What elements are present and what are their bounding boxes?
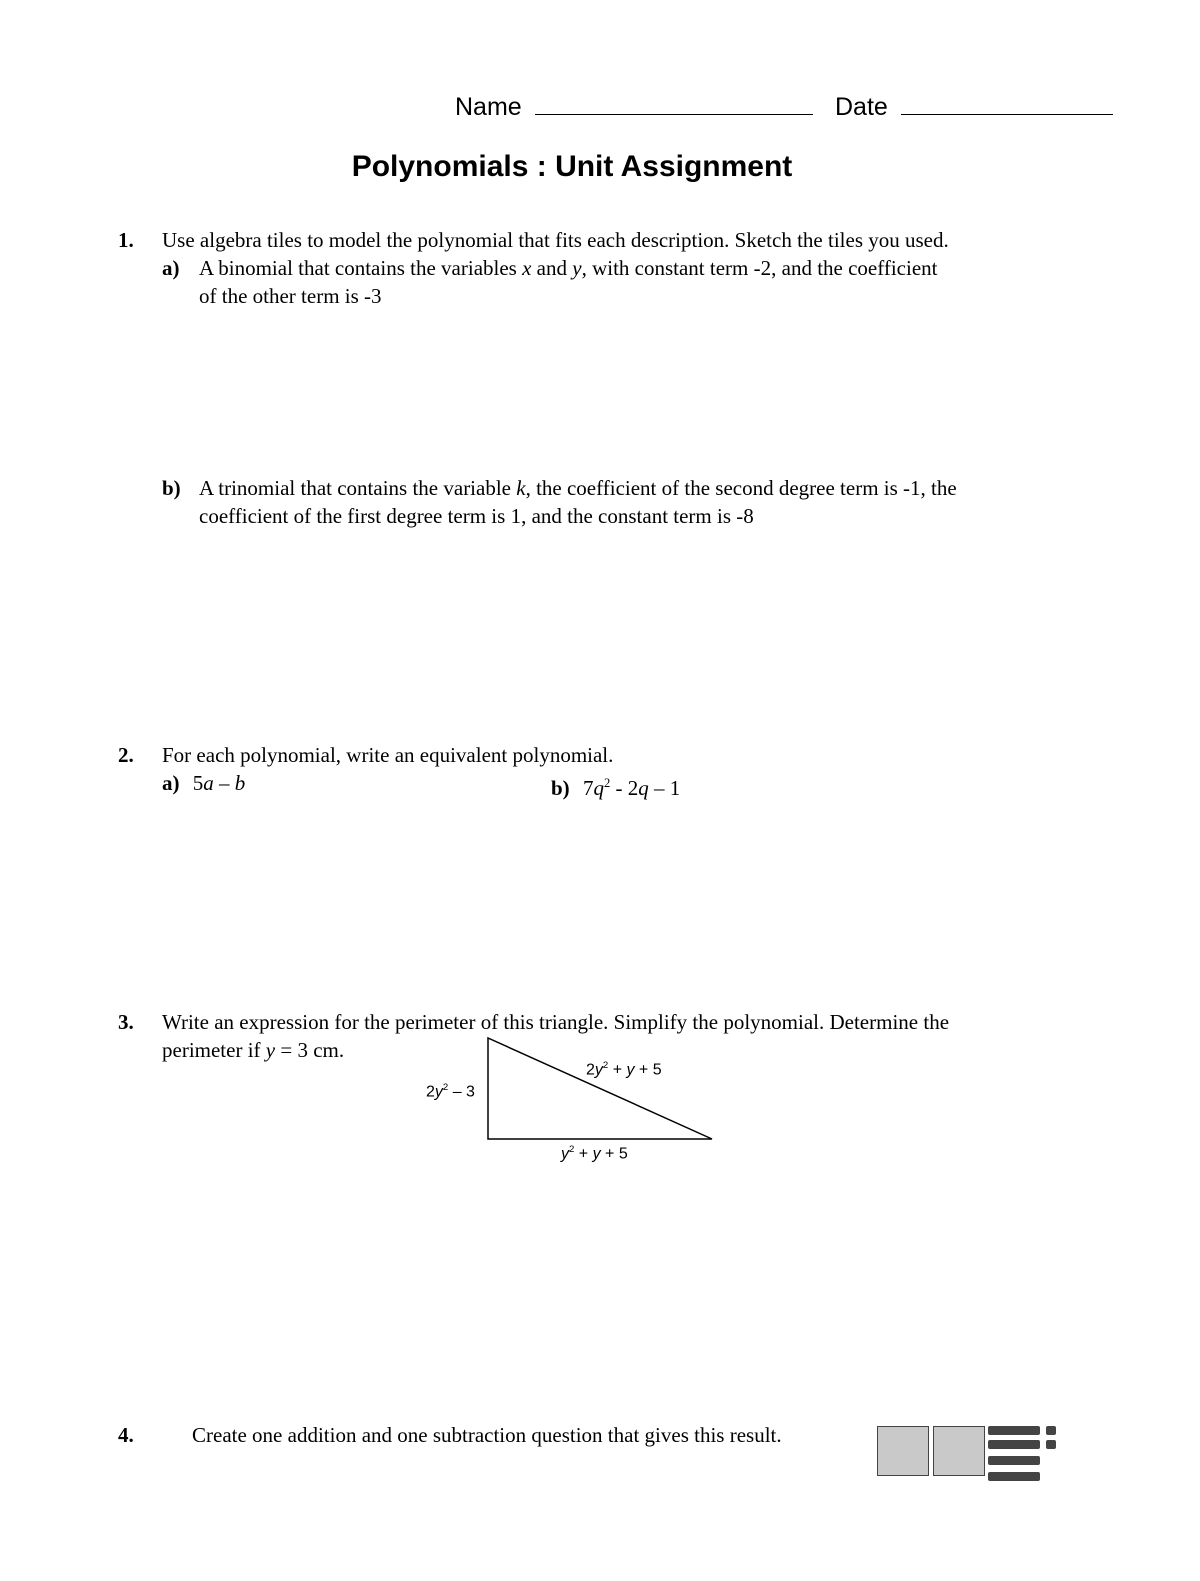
question-number: 2.	[118, 743, 134, 767]
part-text-line-2: of the other term is -3	[199, 284, 382, 308]
question-number: 1.	[118, 228, 134, 252]
expression: 5a – b	[192, 771, 246, 795]
part-label: a)	[162, 256, 180, 280]
triangle-hypotenuse-label: $2y^2 + y + 5$	[586, 1060, 662, 1079]
algebra-tiles	[877, 1424, 1062, 1486]
x-tile	[988, 1440, 1040, 1449]
x-squared-tile	[877, 1426, 929, 1476]
expression: $7q^2 - 2q - 1$	[582, 776, 681, 800]
date-field[interactable]	[901, 90, 1113, 115]
triangle-base-label: $y^2 + y + 5$	[561, 1144, 628, 1163]
triangle-left-side-label: $2y^2 - 3$	[426, 1082, 475, 1101]
part-text-line-2: coefficient of the first degree term is 1, and the constant term is -8	[199, 504, 754, 528]
triangle-diagram	[480, 1030, 720, 1150]
name-line	[455, 90, 813, 122]
part-label: b)	[162, 476, 181, 500]
x-tile	[988, 1472, 1040, 1481]
part-text-line-1: A trinomial that contains the variable k, the coefficient of the second degree term is -1, the	[199, 476, 957, 500]
question-number: 3.	[118, 1010, 134, 1034]
part-label: b)	[551, 776, 570, 800]
triangle-shape	[488, 1038, 712, 1139]
unit-tile	[1046, 1440, 1056, 1449]
question-2a	[162, 769, 245, 797]
x-tile	[988, 1426, 1040, 1435]
x-tile	[988, 1456, 1040, 1465]
date-line	[835, 90, 1113, 122]
question-prompt: Use algebra tiles to model the polynomial that fits each description. Sketch the tiles you used.	[162, 228, 949, 252]
question-prompt: For each polynomial, write an equivalent polynomial.	[162, 743, 614, 767]
question-prompt: Create one addition and one subtraction question that gives this result.	[192, 1423, 782, 1447]
name-field[interactable]	[535, 90, 813, 115]
date-label: Date	[835, 93, 888, 121]
unit-tile	[1046, 1426, 1056, 1435]
question-prompt-line-2: perimeter if y = 3 cm.	[162, 1038, 345, 1062]
name-label: Name	[455, 93, 522, 121]
x-squared-tile	[933, 1426, 985, 1476]
question-number: 4.	[118, 1423, 134, 1447]
part-text-line-1: A binomial that contains the variables x and y, with constant term -2, and the coefficient	[199, 256, 938, 280]
question-prompt-line-1: Write an expression for the perimeter of this triangle. Simplify the polynomial. Determine the	[162, 1010, 950, 1034]
part-label: a)	[162, 771, 180, 795]
question-2b	[551, 769, 680, 802]
page-title: Polynomials : Unit Assignment	[351, 150, 793, 183]
